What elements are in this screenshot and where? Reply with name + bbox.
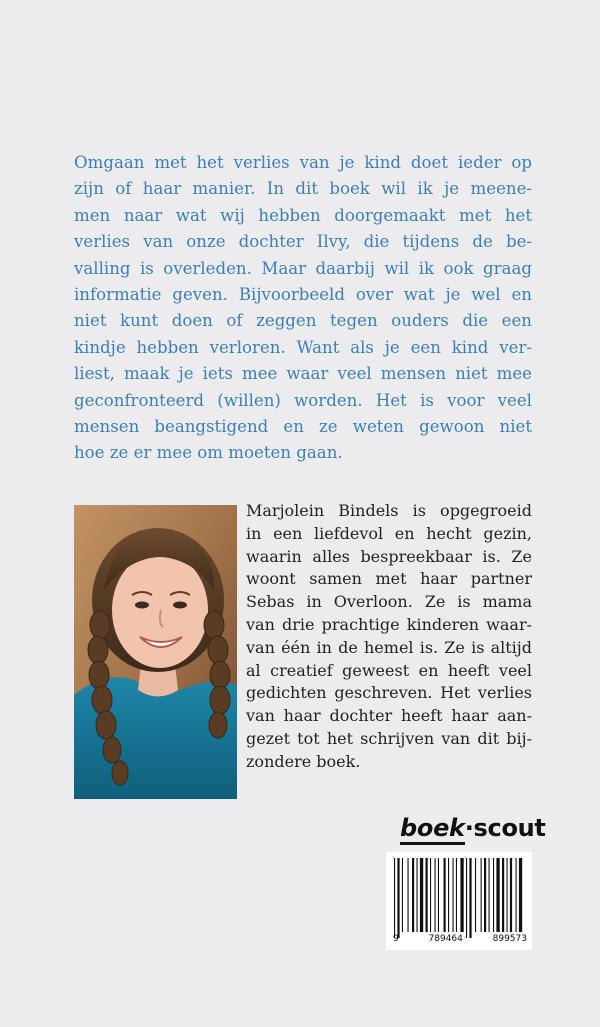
logo-part-scout: scout — [473, 814, 546, 842]
barcode-bar — [466, 858, 467, 938]
blurb-line: liest, maak je iets mee waar veel mensen niet mee — [74, 364, 532, 384]
bio-line: van één in de hemel is. Ze is altijd — [246, 637, 532, 657]
bio-line: waarin alles bespreekbaar is. Ze — [246, 546, 532, 566]
isbn-digits — [393, 934, 527, 944]
blurb-line: zijn of haar manier. In dit boek wil ik je meene- — [74, 179, 532, 199]
publisher-logo — [400, 814, 546, 846]
author-portrait-illustration — [74, 505, 237, 799]
blurb-line: niet kunt doen of zeggen tegen ouders die een — [74, 311, 532, 331]
blurb-line: valling is overleden. Maar daarbij wil ik ook graag — [74, 258, 532, 278]
author-bio — [246, 500, 532, 774]
barcode-bar — [481, 858, 482, 932]
blurb-line: Omgaan met het verlies van je kind doet ieder op — [74, 153, 532, 172]
blurb-line: kindje hebben verloren. Want als je een kind ver- — [74, 337, 532, 357]
bio-line: Marjolein Bindels is opgegroeid — [246, 501, 532, 520]
barcode-digits-right: 899573 — [492, 934, 527, 944]
back-cover-blurb — [74, 150, 532, 467]
barcode-bar — [402, 858, 403, 932]
barcode-bar — [438, 858, 439, 932]
barcode-bar — [456, 858, 457, 932]
blurb-line: verlies van onze dochter Ilvy, die tijdens de be- — [74, 232, 532, 252]
barcode-bar — [412, 858, 414, 932]
logo-separator: · — [464, 814, 474, 842]
barcode-bar — [453, 858, 454, 932]
barcode-bar — [493, 858, 494, 932]
barcode-digits-left: 789464 — [428, 934, 463, 944]
blurb-line: mensen beangstigend en ze weten gewoon niet — [74, 417, 532, 437]
bio-line: van drie prachtige kinderen waar- — [246, 614, 532, 634]
barcode-bar — [394, 858, 395, 938]
barcode-bar — [507, 858, 508, 932]
bio-line: Sebas in Overloon. Ze is mama — [246, 592, 532, 612]
barcode-bar — [489, 858, 490, 932]
blurb-line: men naar wat wij hebben doorgemaakt met het — [74, 205, 532, 225]
barcode-bar — [502, 858, 504, 932]
barcode-bar — [397, 858, 399, 938]
barcode-bar — [448, 858, 449, 932]
bio-line: zondere boek. — [246, 751, 361, 771]
barcode-bar — [484, 858, 486, 932]
blurb-line: hoe ze er mee om moeten gaan. — [74, 443, 343, 463]
bio-line: al creatief geweest en heeft veel — [246, 660, 532, 680]
blurb-line: informatie geven. Bijvoorbeeld over wat je wel en — [74, 285, 532, 305]
author-photo — [74, 505, 237, 799]
barcode-bar — [496, 858, 499, 932]
barcode-digit-first: 9 — [393, 934, 399, 944]
bio-line: gedichten geschreven. Het verlies — [246, 683, 532, 703]
barcode-bar — [519, 858, 522, 932]
barcode-bar — [426, 858, 428, 932]
bio-line: woont samen met haar partner — [246, 569, 532, 589]
barcode-bar — [510, 858, 512, 932]
barcode-bar — [408, 858, 409, 932]
barcode-bar — [420, 858, 423, 932]
barcode-bar — [430, 858, 431, 932]
barcode-bar — [435, 858, 436, 932]
bio-line: gezet tot het schrijven van dit bij- — [246, 728, 532, 748]
barcode-bar — [417, 858, 418, 932]
barcode-bar — [516, 858, 517, 932]
bio-line: van haar dochter heeft haar aan- — [246, 706, 532, 726]
bio-line: in een liefdevol en hecht gezin, — [246, 523, 532, 543]
barcode-bar — [444, 858, 446, 932]
barcode-bar — [460, 858, 463, 932]
barcode-bar — [469, 858, 471, 938]
logo-part-boek: boek — [400, 814, 465, 845]
blurb-line: geconfronteerd (willen) worden. Het is voor veel — [74, 390, 532, 410]
barcode-bar — [475, 858, 476, 932]
